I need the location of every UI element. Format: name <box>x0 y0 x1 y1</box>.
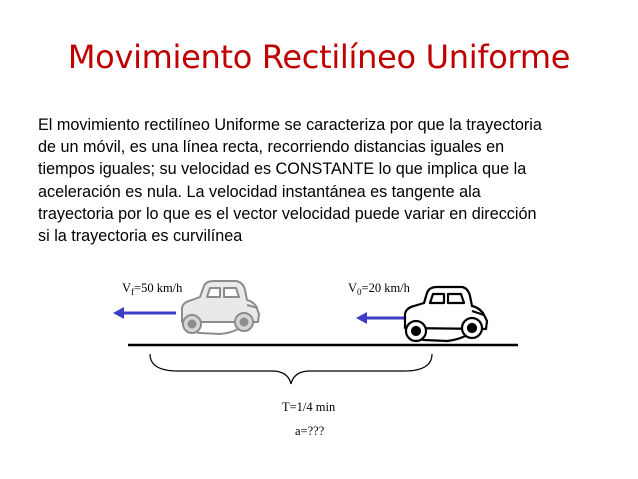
paragraph-line: tiempos iguales; su velocidad es CONSTANTE lo que implica que la <box>38 160 527 179</box>
paragraph-line: El movimiento rectilíneo Uniforme se caracteriza por que la trayectoria <box>38 116 542 134</box>
acceleration-label: a=??? <box>295 424 325 438</box>
paragraph-line: si la trayectoria es curvilínea <box>38 227 243 246</box>
paragraph-line: trayectoria por lo que es el vector velocidad puede variar en dirección <box>38 204 537 223</box>
right-velocity-arrow <box>356 312 404 324</box>
left-car-velocity-label: $V_f=50$ km/h <box>122 281 183 297</box>
left-velocity-arrow <box>113 307 176 319</box>
time-brace <box>150 354 432 384</box>
right-car-icon <box>405 287 487 341</box>
left-car-icon <box>182 281 259 334</box>
time-label: T=1/4 min <box>282 400 336 414</box>
slide-title: Movimiento Rectilíneo Uniforme <box>67 38 571 76</box>
paragraph-line: de un móvil, es una línea recta, recorriendo distancias iguales en <box>38 138 505 157</box>
right-car-velocity-label: $V_0=20$ km/h <box>348 281 410 297</box>
paragraph-line: aceleración es nula. La velocidad instantánea es tangente ala <box>38 182 481 201</box>
